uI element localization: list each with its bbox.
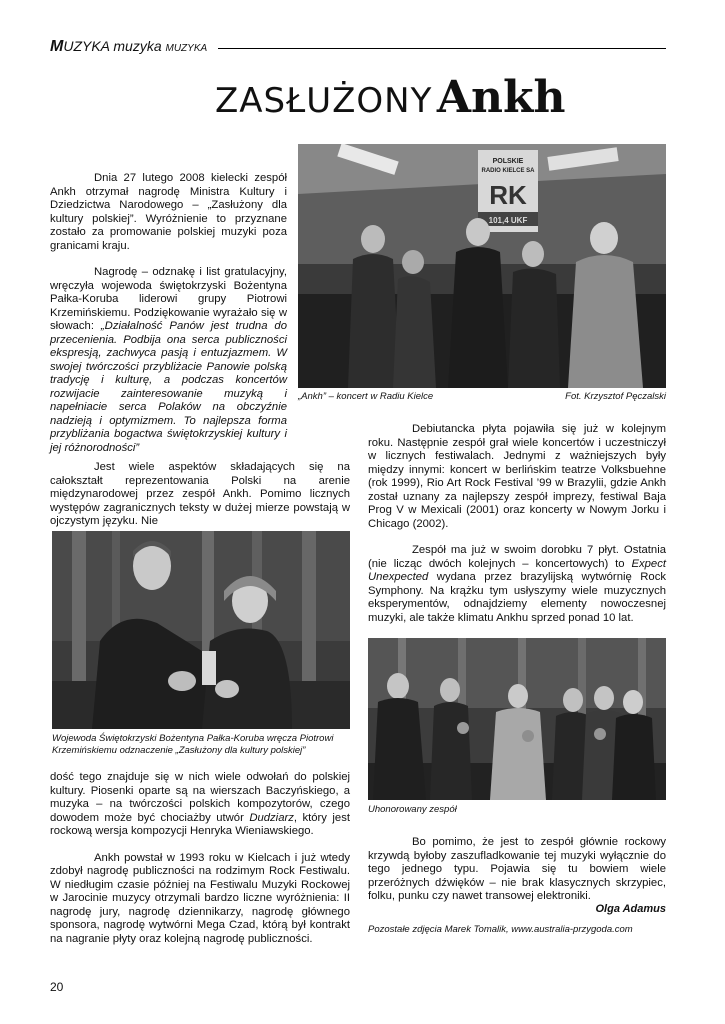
right-paragraph-1: Debiutancka płyta pojawiła się już w kolejnym roku. Następnie zespół grał wiele koncertów i uczestniczył w licznych festiwalach. Jednymi z ważniejszych były między innymi: koncert w berlińskim teatrze Volksbuehne (rok 1999), Rio Art Rock Festival ’99 w Brazylii, gdzie Ankh został uznany za najlepszy zespół imprezy, festiwal Baja Prog V w Mexicali (2001) oraz koncerty w Nowym Jorku i Chicago (2002).: [368, 423, 666, 530]
left-paragraph-5: Ankh powstał w 1993 roku w Kielcach i już wtedy zdobył nagrodę publiczności na rodzimym Rock Festiwalu. W niedługim czasie później na Festiwalu Muzyki Rockowej w Jarocinie muzycy otrzymali bardzo liczne wyróżnienia: II nagrodę jury, nagrodę dziennikarzy, nagrodę głównego sponsora, nagrodę wytwórni Mega Czad, którą był kontrakt na nagranie płyty oraz kolejną nagrodę publiczności.: [50, 851, 350, 945]
author-signature: Olga Adamus: [595, 903, 666, 915]
section-label-caps: UZYKA: [63, 38, 110, 54]
left-paragraph-4: [50, 771, 350, 839]
left-column-bottom: [50, 771, 350, 946]
right-column-middle: [368, 423, 666, 625]
section-label-mid: muzyka: [113, 38, 162, 54]
photo-award-ceremony-image: [52, 531, 350, 729]
sign-line-2: RADIO KIELCE SA: [481, 168, 535, 174]
left-paragraph-4-title: Dudziarz: [249, 811, 294, 824]
sign-line-1: POLSKIE: [492, 158, 524, 165]
left-paragraph-4-text-b: , który jest rockową wersja kompozycji Henryka Wieniawskiego.: [50, 811, 350, 837]
section-label: [50, 38, 207, 56]
section-label-small: MUZYKA: [165, 43, 208, 54]
photo-band-image: [368, 638, 666, 800]
sign-frequency: 101,4 UKF: [488, 216, 528, 225]
photo-award-ceremony: [52, 531, 350, 729]
right-paragraph-2: [368, 544, 666, 625]
left-paragraph-2: [50, 266, 287, 455]
photo-concert: [298, 144, 666, 388]
right-paragraph-2-album: Expect Unexpected: [368, 557, 666, 583]
section-label-initial: M: [50, 38, 64, 55]
photo-band: [368, 638, 666, 800]
section-header-rule: [218, 48, 666, 49]
right-paragraph-2-text-b: wydana przez brazylijską wytwórnię Rock Symphony. Na krążku tym usłyszymy wiele muzycznych eksperymentów, odnajdziemy elementy nowoczesnej muzyki, ale także klimatu Ankhu sprzed ponad 10 lat.: [368, 571, 666, 624]
article-title: [215, 72, 635, 128]
right-paragraph-3: Bo pomimo, że jest to zespół głównie rockowy krzywdą byłoby zaszufladkowanie tej muzyki wyłącznie do tego jednego typu. Pojawia się tu bowiem wiele przeróżnych dźwięków – nie brak klasycznych skrzypiec, folku, punku czy nawet transowej elektroniki.: [368, 836, 666, 902]
photo-concert-caption: [298, 391, 666, 403]
photo-band-caption-wrap: [368, 804, 666, 816]
photo-concert-image: [298, 144, 666, 388]
photo-credits: Pozostałe zdjęcia Marek Tomalik, www.australia-przygoda.com: [368, 924, 633, 935]
left-paragraph-4-text-a: dość tego znajduje się w nich wiele odwołań do polskiej kultury. Piosenki oparte są na wierszach Baczyńskiego, a muzyka – na twórczości polskich kompozytorów, czego dowodem może być chociażby utwór: [50, 771, 350, 824]
left-paragraph-1: Dnia 27 lutego 2008 kielecki zespół Ankh otrzymał nagrodę Ministra Kultury i Dziedzictwa Narodowego – „Zasłużony dla kultury polskiej”. Wyróżnienie to przyznane zostało za promowanie polskiej muzyki poza granicami kraju.: [50, 172, 287, 252]
article-title-part2: Ankh: [436, 72, 566, 123]
left-paragraph-2-text: Nagrodę – odznakę i list gratulacyjny, wręczyła wojewoda świętokrzyski Bożentyna Pałka-Koruba liderowi grupy Piotrowi Krzemińskiemu. Podziękowanie wyrażało się w słowach:: [50, 266, 287, 332]
page-number: 20: [50, 980, 64, 994]
photo-band-caption: Uhonorowany zespół: [368, 804, 457, 815]
photo-credits-wrap: [368, 924, 666, 936]
left-column-top: [50, 172, 287, 455]
section-header: [50, 38, 666, 58]
left-paragraph-2-quote: „Działalność Panów jest trudna do przecenienia. Podbija ona serca publiczności ekspresją, zachwyca pasją i entuzjazmem. W swojej twórczości przybliżacie Panowie polską tradycję i kulturę, a podczas koncertów rozwijacie zainteresowanie muzyką i napełniacie serca Polaków na obczyźnie nadzieją i optymizmem. To najlepsza forma przybliżania bogactwa świętokrzyskiej kultury i jej różnorodności”: [50, 320, 287, 454]
left-column-middle: [50, 461, 350, 529]
article-title-part1: ZASŁUŻONY: [215, 81, 433, 121]
photo-award-caption-wrap: [52, 733, 350, 757]
photo-award-caption: Wojewoda Świętokrzyski Bożentyna Pałka-Koruba wręcza Piotrowi Krzemińskiemu odznaczenie „Zasłużony dla kultury polskiej”: [52, 733, 334, 756]
sign-logo: RK: [489, 180, 527, 210]
right-column-bottom: [368, 836, 666, 904]
left-paragraph-3: Jest wiele aspektów składających się na całokształt reprezentowania Polski na arenie międzynarodowej przez zespół Ankh. Pomimo licznych występów zagranicznych teksty w dużej mierze powstają w ojczystym języku. Nie: [50, 461, 350, 527]
right-paragraph-2-text-a: Zespół ma już w swoim dorobku 7 płyt. Ostatnia (nie licząc dwóch kolejnych – koncertowych) to: [368, 544, 666, 570]
photo-concert-credit: Fot. Krzysztof Pęczalski: [565, 391, 666, 402]
photo-concert-caption-left: „Ankh” – koncert w Radiu Kielce: [298, 391, 434, 402]
